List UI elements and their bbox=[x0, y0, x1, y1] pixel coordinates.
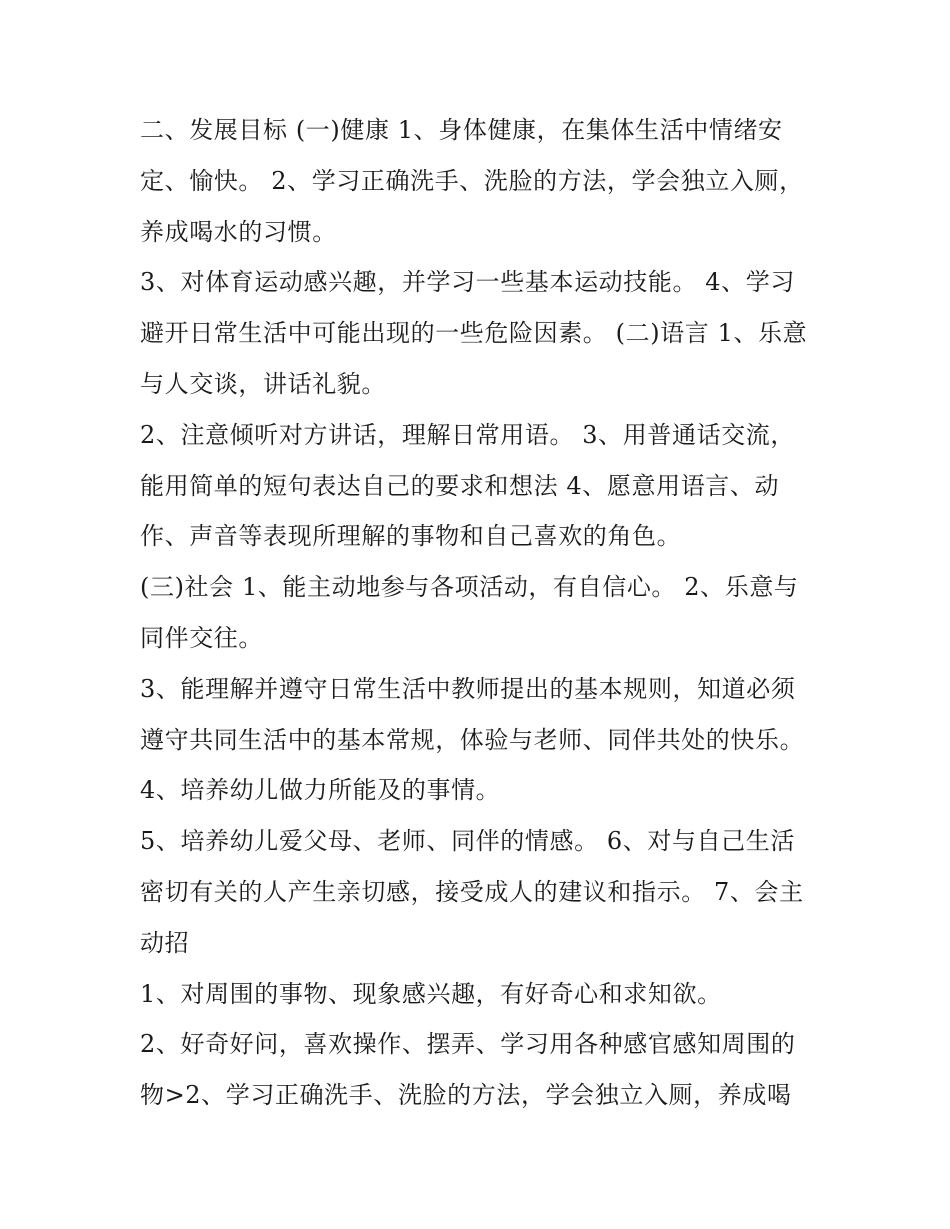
paragraph-affection: 5、培养幼儿爱父母、老师、同伴的情感。 6、对与自己生活密切有关的人产生亲切感，接受成人的建议和指示。 7、会主动招 bbox=[140, 827, 804, 957]
paragraph-curiosity: 1、对周围的事物、现象感兴趣，有好奇心和求知欲。 bbox=[140, 979, 722, 1008]
paragraph-goals-health: 二、发展目标 (一)健康 1、身体健康，在集体生活中情绪安定、愉快。 2、学习正确洗手、洗脸的方法，学会独立入厕，养成喝水的习惯。 bbox=[140, 116, 804, 246]
paragraph-sports-language: 3、对体育运动感兴趣，并学习一些基本运动技能。 4、学习避开日常生活中可能出现的一些危险因素。 (二)语言 1、乐意与人交谈，讲话礼貌。 bbox=[140, 268, 808, 398]
paragraph-exploration: 2、好奇好问，喜欢操作、摆弄、学习用各种感官感知周围的物>2、学习正确洗手、洗脸的方法，学会独立入厕，养成喝 bbox=[140, 1030, 796, 1110]
paragraph-social: (三)社会 1、能主动地参与各项活动，有自信心。 2、乐意与同伴交往。 bbox=[140, 573, 799, 652]
paragraph-listening-expression: 2、注意倾听对方讲话，理解日常用语。 3、用普通话交流，能用简单的短句表达自己的要求和想法 4、愿意用语言、动作、声音等表现所理解的事物和自己喜欢的角色。 bbox=[140, 420, 795, 551]
paragraph-rules: 3、能理解并遵守日常生活中教师提出的基本规则，知道必须遵守共同生活中的基本常规，体验与老师、同伴共处的快乐。 bbox=[140, 674, 805, 754]
paragraph-self-care: 4、培养幼儿做力所能及的事情。 bbox=[140, 776, 501, 805]
document-body bbox=[140, 105, 810, 1121]
